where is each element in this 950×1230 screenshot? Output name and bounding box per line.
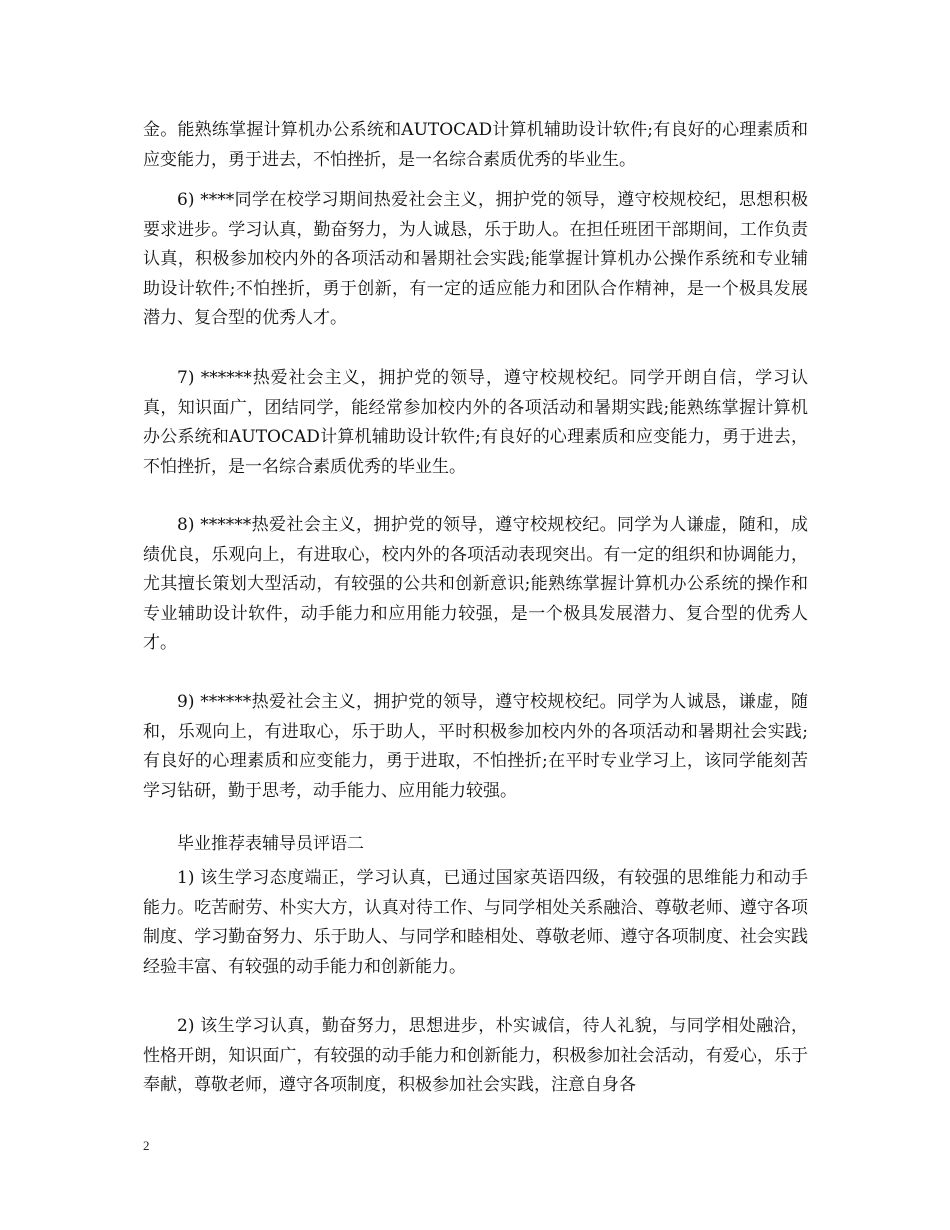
paragraph-evaluation-2: 2) 该生学习认真，勤奋努力，思想进步，朴实诚信，待人礼貌，与同学相处融洽，性格开朗，知识面广，有较强的动手能力和创新能力，积极参加社会活动，有爱心，乐于奉献，尊敬老师，遵守各项制度，积极参加社会实践，注意自身各 [143, 1016, 808, 1095]
section-heading: 毕业推荐表辅导员评语二 [177, 834, 364, 854]
paragraph-evaluation-1: 1) 该生学习态度端正，学习认真，已通过国家英语四级，有较强的思维能力和动手能力。吃苦耐劳、朴实大方，认真对待工作、与同学相处关系融洽、尊敬老师、遵守各项制度、学习勤奋努力、乐于助人、与同学和睦相处、尊敬老师、遵守各项制度、社会实践经验丰富、有较强的动手能力和创新能力。 [143, 868, 808, 977]
paragraph-item-6: 6) ****同学在校学习期间热爱社会主义，拥护党的领导，遵守校规校纪，思想积极要求进步。学习认真，勤奋努力，为人诚恳，乐于助人。在担任班团干部期间，工作负责认真，积极参加校内外的各项活动和暑期社会实践;能掌握计算机办公操作系统和专业辅助设计软件;不怕挫折，勇于创新，有一定的适应能力和团队合作精神，是一个极具发展潜力、复合型的优秀人才。 [143, 190, 808, 328]
paragraph-item-7: 7) ******热爱社会主义，拥护党的领导，遵守校规校纪。同学开朗自信，学习认真，知识面广，团结同学，能经常参加校内外的各项活动和暑期实践;能熟练掌握计算机办公系统和AUTOCAD计算机辅助设计软件;有良好的心理素质和应变能力，勇于进去，不怕挫折，是一名综合素质优秀的毕业生。 [143, 368, 808, 477]
paragraph-continuation: 金。能熟练掌握计算机办公系统和AUTOCAD计算机辅助设计软件;有良好的心理素质和应变能力，勇于进去，不怕挫折，是一名综合素质优秀的毕业生。 [143, 120, 808, 170]
paragraph-item-8: 8) ******热爱社会主义，拥护党的领导，遵守校规校纪。同学为人谦虚，随和，成绩优良，乐观向上，有进取心，校内外的各项活动表现突出。有一定的组织和协调能力，尤其擅长策划大型活动，有较强的公共和创新意识;能熟练掌握计算机办公系统的操作和专业辅助设计软件，动手能力和应用能力较强，是一个极具发展潜力、复合型的优秀人才。 [143, 515, 808, 653]
paragraph-item-9: 9) ******热爱社会主义，拥护党的领导，遵守校规校纪。同学为人诚恳，谦虚，随和，乐观向上，有进取心，乐于助人，平时积极参加校内外的各项活动和暑期社会实践;有良好的心理素质和应变能力，勇于进取，不怕挫折;在平时专业学习上，该同学能刻苦学习钻研，勤于思考，动手能力、应用能力较强。 [143, 692, 808, 801]
page-number: 2 [143, 1138, 150, 1153]
